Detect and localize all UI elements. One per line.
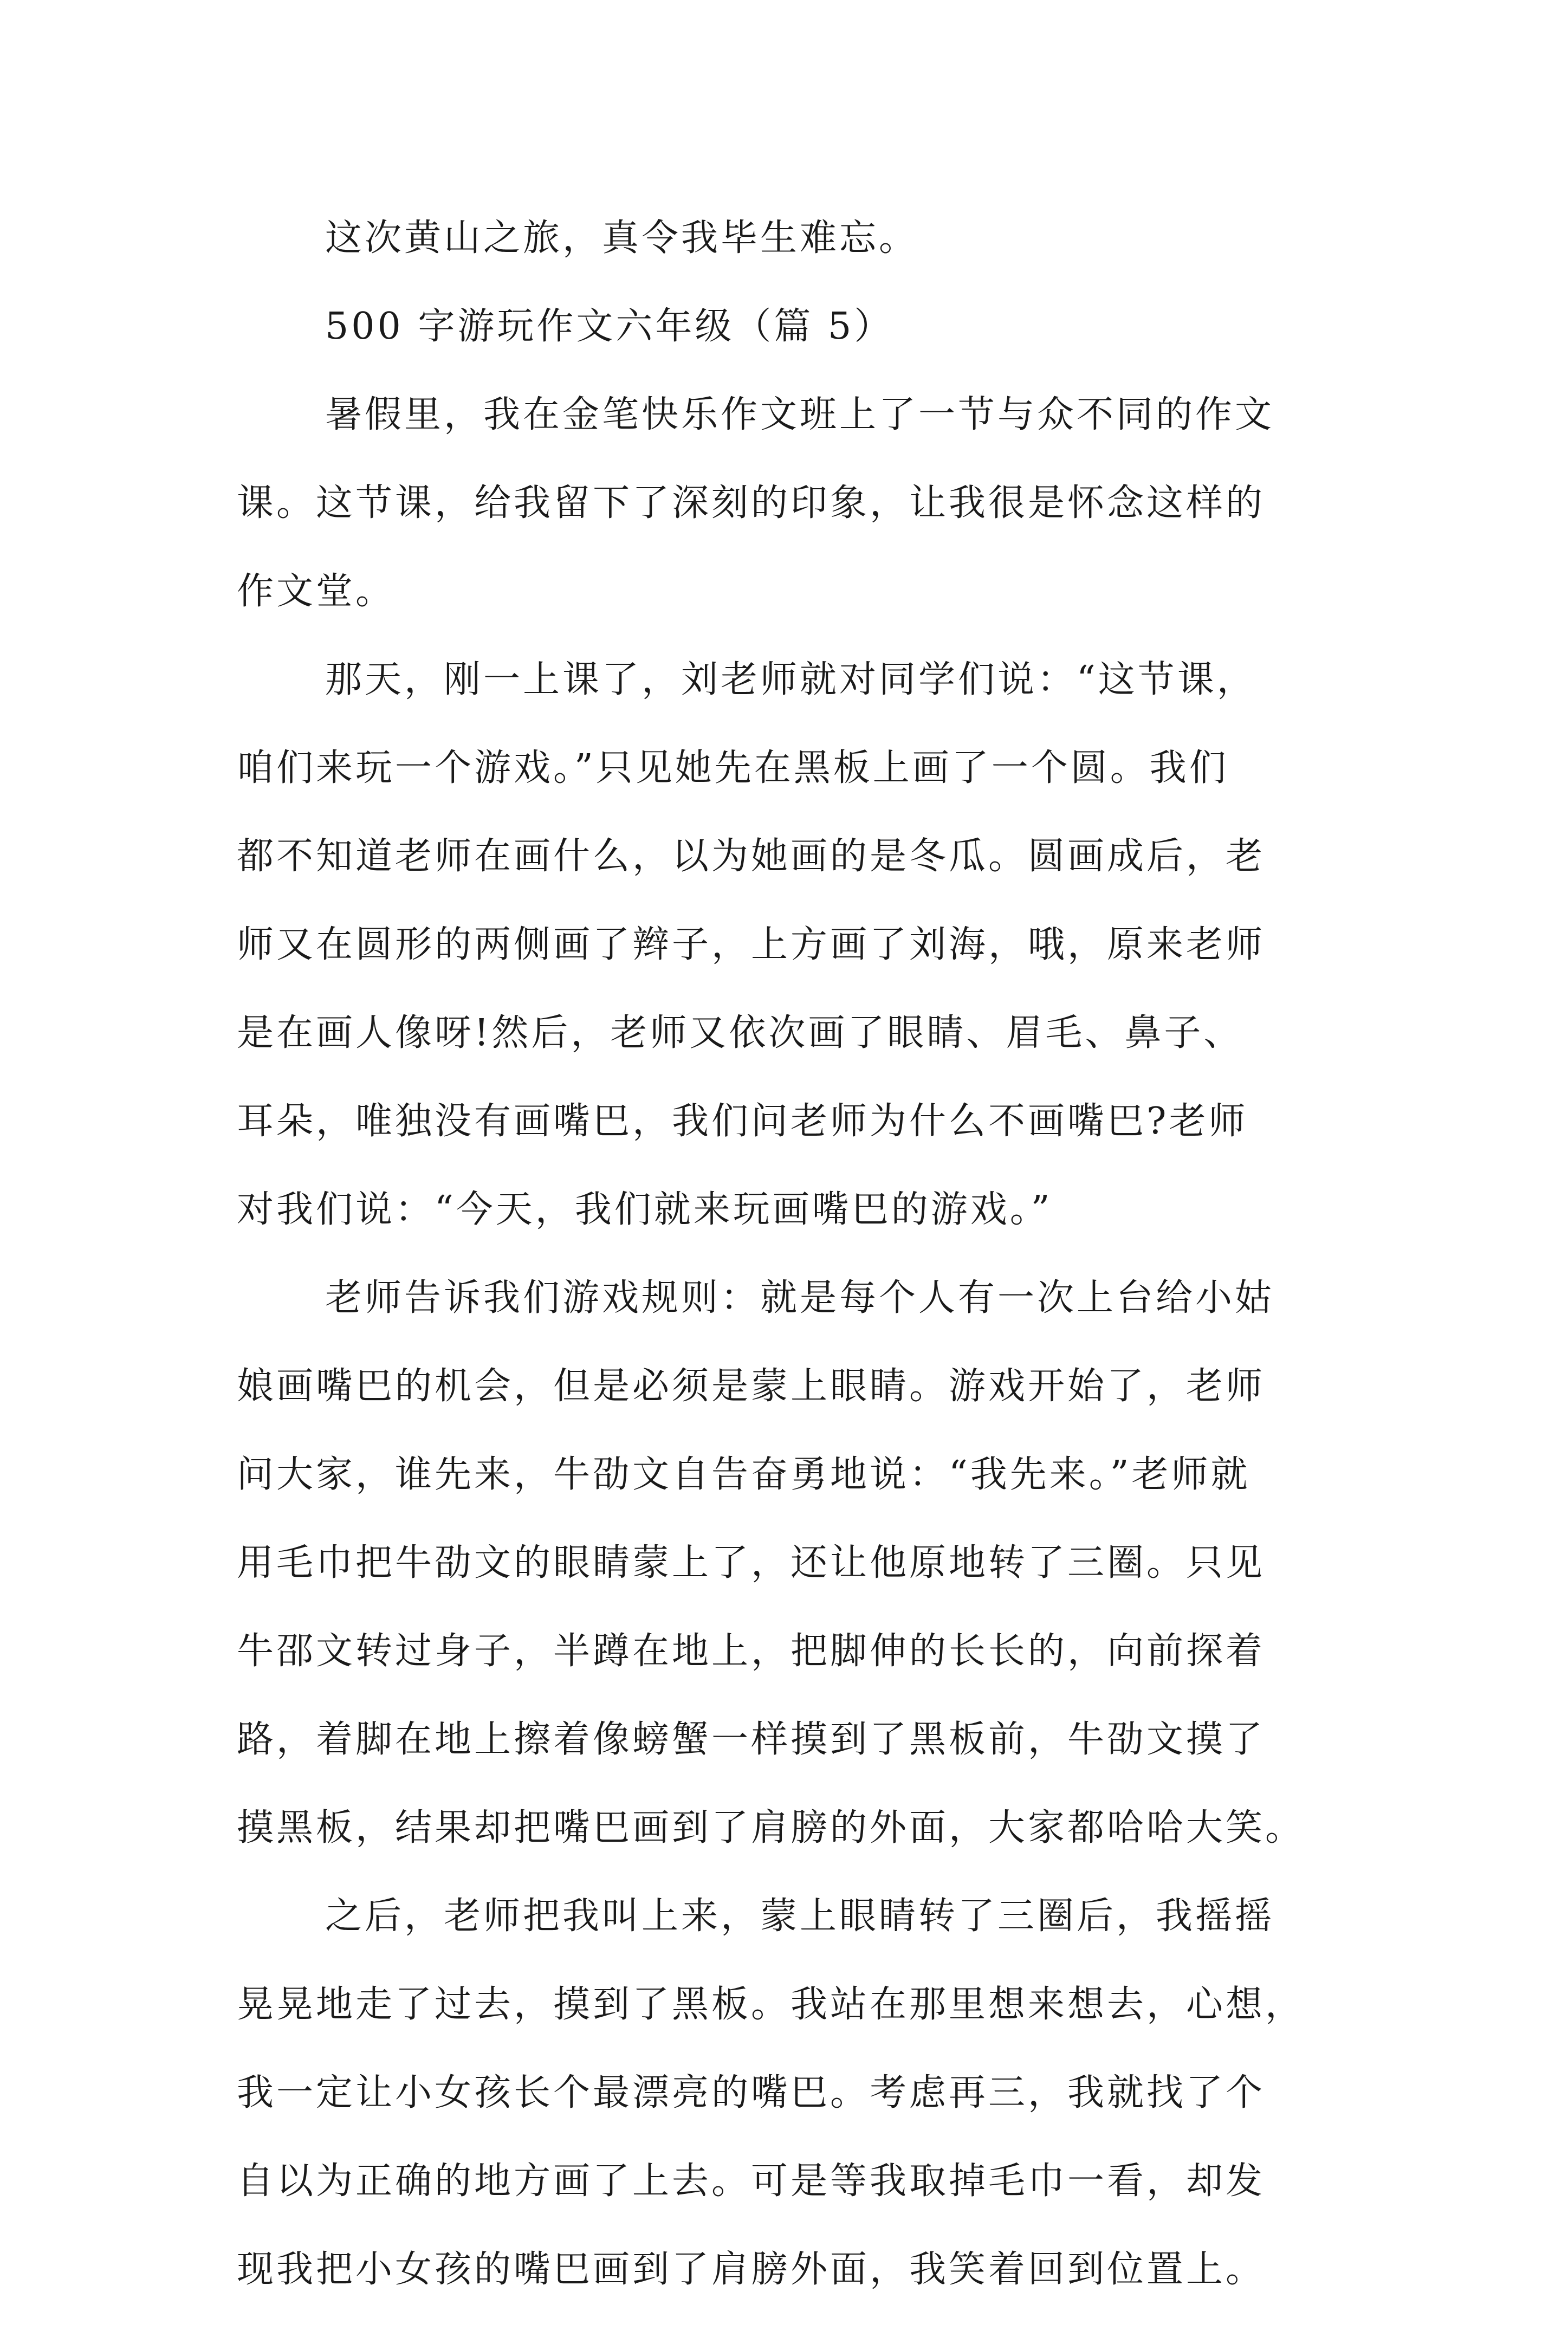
paragraph-my-turn — [237, 1889, 1347, 2331]
essay-heading — [237, 300, 1347, 388]
text-line: 现我把小女孩的嘴巴画到了肩膀外面，我笑着回到位置上。 — [237, 2248, 1266, 2291]
text-line: 这次黄山之旅，真令我毕生难忘。 — [325, 217, 919, 260]
text-line: 课。这节课，给我留下了深刻的印象，让我很是怀念这样的 — [237, 482, 1266, 525]
text-line: 用毛巾把牛劭文的眼睛蒙上了，还让他原地转了三圈。只见 — [237, 1542, 1266, 1584]
text-line: 作文堂。 — [237, 570, 396, 613]
text-line: 晃晃地走了过去，摸到了黑板。我站在那里想来想去，心想， — [237, 1983, 1305, 2026]
text-line: 咱们来玩一个游戏。”只见她先在黑板上画了一个圆。我们 — [237, 747, 1229, 789]
paragraph-game-rules — [237, 1271, 1347, 1889]
text-line: 耳朵，唯独没有画嘴巴，我们问老师为什么不画嘴巴?老师 — [237, 1100, 1248, 1143]
text-line: 500 字游玩作文六年级（篇 5） — [325, 305, 894, 348]
text-line: 对我们说：“今天，我们就来玩画嘴巴的游戏。” — [237, 1188, 1053, 1231]
text-line: 路，着脚在地上擦着像螃蟹一样摸到了黑板前，牛劭文摸了 — [237, 1718, 1266, 1761]
text-line: 暑假里，我在金笔快乐作文班上了一节与众不同的作文 — [325, 393, 1275, 436]
text-line: 娘画嘴巴的机会，但是必须是蒙上眼睛。游戏开始了，老师 — [237, 1365, 1266, 1408]
paragraph-intro — [237, 388, 1347, 653]
text-line: 老师告诉我们游戏规则：就是每个人有一次上台给小姑 — [325, 1277, 1275, 1319]
text-line: 自以为正确的地方画了上去。可是等我取掉毛巾一看，却发 — [237, 2160, 1266, 2203]
closing-sentence — [237, 211, 1347, 300]
text-line: 摸黑板，结果却把嘴巴画到了肩膀的外面，大家都哈哈大笑。 — [237, 1806, 1305, 1849]
text-line: 师又在圆形的两侧画了辫子，上方画了刘海，哦，原来老师 — [237, 923, 1266, 966]
text-line: 那天，刚一上课了，刘老师就对同学们说：“这节课， — [325, 658, 1256, 701]
text-line: 都不知道老师在画什么，以为她画的是冬瓜。圆画成后，老 — [237, 835, 1266, 878]
text-line: 是在画人像呀!然后，老师又依次画了眼睛、眉毛、鼻子、 — [237, 1012, 1243, 1054]
essay-body — [237, 211, 1347, 2331]
text-line: 之后，老师把我叫上来，蒙上眼睛转了三圈后，我摇摇 — [325, 1895, 1275, 1938]
text-line: 牛邵文转过身子，半蹲在地上，把脚伸的长长的，向前探着 — [237, 1630, 1266, 1673]
paragraph-game-setup — [237, 653, 1347, 1271]
text-line: 我一定让小女孩长个最漂亮的嘴巴。考虑再三，我就找了个 — [237, 2071, 1266, 2114]
text-line: 问大家，谁先来，牛劭文自告奋勇地说：“我先来。”老师就 — [237, 1453, 1250, 1496]
